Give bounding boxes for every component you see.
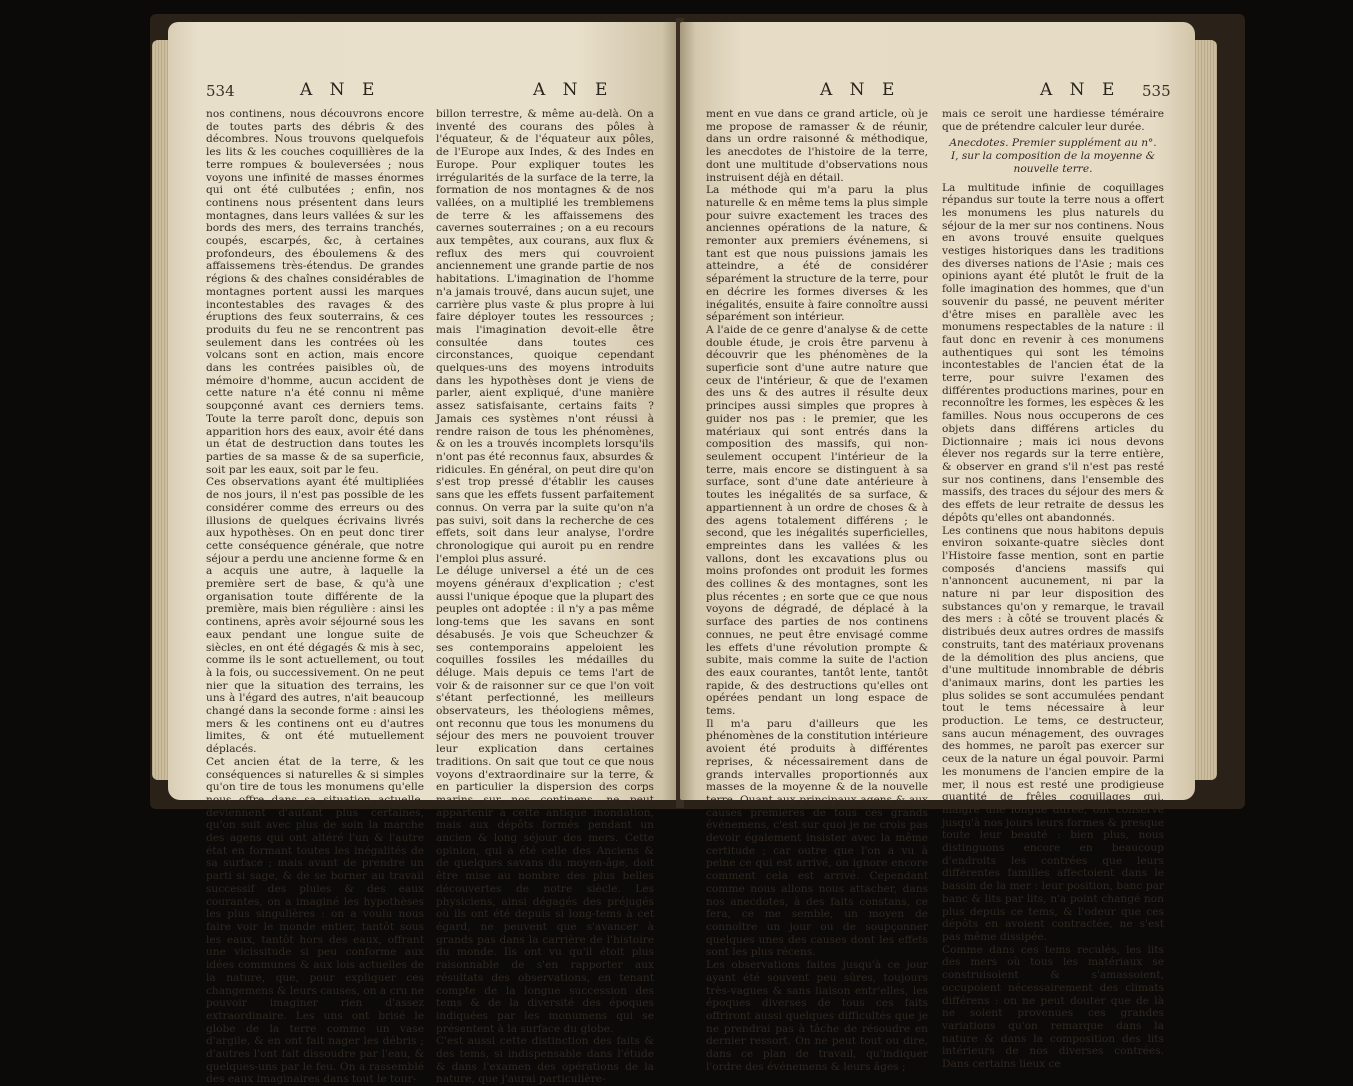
running-head-right-col2: A N E xyxy=(1040,80,1121,100)
running-head-left-col2: A N E xyxy=(533,80,614,100)
left-page-column-1 xyxy=(206,108,424,1086)
right-page-column-1 xyxy=(706,108,928,1073)
running-head-right-col1: A N E xyxy=(820,80,901,100)
right-page-column-2 xyxy=(942,108,1164,1071)
right-page xyxy=(680,22,1195,1073)
page-number-left: 534 xyxy=(206,82,235,100)
running-head-left-col1: A N E xyxy=(300,80,381,100)
page-edge-right xyxy=(1193,40,1217,780)
page-number-right: 535 xyxy=(1142,82,1171,100)
anecdote-heading: Anecdotes. Premier supplément au n°. I, sur la composition de la moyenne & nouvelle terre. xyxy=(949,137,1157,175)
column-text: ment en vue dans ce grand article, où je me propose de ramasser & de réunir, dans un ordre raisonné & méthodique, les anecdotes de l'histoire de la terre, dont une multitude d'observations nous instruisent déjà en détail. La méthode qui m'a paru la plus naturelle & en même tems la plus simple pour suivre exactement les traces des anciennes opérations de la nature, & remonter aux premiers événemens, si tant est que nous puissions jamais les atteindre, a été de considérer séparément la structure de la terre, pour en décrire les formes diverses & les inégalités, ensuite à faire connoître aussi séparément son intérieur. A l'aide de ce genre d'analyse & de cette double étude, je crois être parvenu à découvrir que les phénomènes de la superficie sont d'une autre nature que ceux de l'intérieur, & que de l'examen des uns & des autres il résulte deux principes aussi simples que propres à guider nos pas : le premier, que les matériaux qui sont entrés dans la composition des massifs, qui non-seulement occupent l'intérieur de la terre, mais encore se distinguent à sa surface, sont d'une date antérieure à toutes les inégalités de sa surface, & appartiennent à un ordre de choses & à des agens totalement différens ; le second, que les inégalités superficielles, empreintes dans les vallées & les vallons, dont les excavations plus ou moins profondes ont produit les formes des collines & des montagnes, sont les plus récentes ; en sorte que ce que nous voyons de dégradé, de déplacé à la surface des parties de nos continens connues, ne peut être envisagé comme les effets d'une révolution prompte & subite, mais comme la suite de l'action des eaux courantes, tantôt lente, tantôt rapide, & des destructions qu'elles ont opérées pendant un long espace de tems. Il m'a paru d'ailleurs que les phénomènes de la constitution intérieure avoient été produits à différentes reprises, & nécessairement dans de grands intervalles proportionnés aux masses de la moyenne & de la nouvelle terre. Quant aux principaux agens & aux causes premières de tous ces grands événemens, c'est sur quoi je ne crois pas devoir également insister avec la même certitude ; car outre que l'on a vu à peine ce qui est arrivé, on ignore encore comment cela est arrivé. Cependant comme nous allons nous attacher, dans nos anecdotes, à des faits constans, ce fera, ce me semble, un moyen de connoître un jour ou de soupçonner quelques unes des causes dont les effets sont les plus récens. Les observations faites jusqu'à ce jour ayant été souvent peu sûres, toujours très-vagues & sans liaison entr'elles, les époques diverses de tous ces faits offriront aussi quelques difficultés que je ne prendrai pas à tâche de résoudre en dernier ressort. On ne peut tout ou dire, dans ce plan de travail, qu'indiquer l'ordre des événemens & leurs âges ; xyxy=(706,108,928,1073)
column-text: La multitude infinie de coquillages répandus sur toute la terre nous a offert les monumens les plus naturels du séjour de la mer sur nos continens. Nous en avons trouvé ensuite quelques vestiges historiques dans les traditions des diverses nations de l'Asie ; mais ces opinions ayant été plutôt le fruit de la folle imagination des hommes, que d'un souvenir du passé, ne peuvent mériter d'être mises en parallèle avec les monumens respectables de la nature : il faut donc en revenir à ces monumens authentiques qui sont les témoins incontestables de l'ancien état de la terre, pour suivre l'examen des différentes productions marines, pour en reconnoître les formes, les espèces & les familles. Nous nous occuperons de ces objets dans différens articles du Dictionnaire ; mais ici nous devons élever nos regards sur la terre entière, & observer en grand s'il n'est pas resté sur nos continens, dans l'ensemble des massifs, des traces du séjour des mers & des effets de leur retraite de dessus les dépôts qu'elles ont abandonnés. Les continens que nous habitons depuis environ soixante-quatre siècles dont l'Histoire fasse mention, sont en partie composés d'anciens massifs qui n'annoncent aucunement, ni par la nature ni par leur disposition des substances qu'on y remarque, le travail des mers : à côté se trouvent placés & distribués deux autres ordres de massifs construits, tant des matériaux provenans de la démolition des plus anciens, que d'une multitude innombrable de débris d'animaux marins, dont les parties les plus solides se sont accumulées pendant tout le tems nécessaire à leur production. Le tems, ce destructeur, sans aucun ménagement, des ouvrages des hommes, ne paroît pas exercer sur ceux de la nature un égal pouvoir. Parmi les monumens de l'ancien empire de la mer, il nous est resté une prodigieuse quantité de frêles coquillages qui, malgré une longue durée, ont conservé jusqu'à nos jours leurs formes & presque toute leur beauté : bien plus, nous distinguons encore en beaucoup d'endroits les contrées que leurs différentes familles affectoient dans le bassin de la mer : leur position, banc par banc & lits par lits, n'a point changé non plus depuis ce tems, & l'odeur que ces dépôts en avoient contractée, ne s'est pas même dissipée. Comme dans ces tems reculés, les lits des mers où tous les matériaux se construisoient & s'amassoient, occupoient nécessairement des climats différens : on ne peut douter que de là ne soient provenues ces grandes variations qu'on remarque dans la nature & dans la composition des lits intérieurs de nos diverses contrées. Dans certains lieux ce xyxy=(942,181,1164,1071)
left-page xyxy=(168,22,678,1086)
column-intro: mais ce seroit une hardiesse téméraire que de prétendre calculer leur durée. xyxy=(942,108,1164,133)
column-text: billon terrestre, & même au-delà. On a inventé des courans des pôles à l'équateur, & de l'équateur aux pôles, de l'Europe aux Indes, & des Indes en Europe. Pour expliquer toutes les irrégularités de la surface de la terre, la formation de nos montagnes & de nos vallées, on a multiplié les tremblemens de terre & les affaissemens des cavernes souterraines ; on a eu recours aux tempêtes, aux courans, aux flux & reflux des mers qui couvroient anciennement une grande partie de nos habitations. L'imagination de l'homme n'a jamais trouvé, dans aucun sujet, une carrière plus vaste & plus propre à lui faire déployer toutes les ressources ; mais l'imagination devoit-elle être consultée dans toutes ces circonstances, quoique cependant quelques-uns des moyens introduits dans les hypothèses dont je viens de parler, aient expliqué, d'une manière assez satisfaisante, certains faits ? Jamais ces systèmes n'ont réussi à rendre raison de tous les phénomènes, & on les a trouvés incomplets lorsqu'ils n'ont pas été reconnus faux, absurdes & ridicules. En général, on peut dire qu'on s'est trop pressé d'établir les causes sans que les effets fussent parfaitement connus. On verra par la suite qu'on n'a pas suivi, soit dans la recherche de ces effets, soit dans leur analyse, l'ordre chronologique qui auroit pu en rendre l'emploi plus assuré. Le déluge universel a été un de ces moyens généraux d'explication ; c'est aussi l'unique époque que la plupart des peuples ont adoptée : il n'y a pas même long-tems que les savans en sont désabusés. Je vois que Scheuchzer & ses contemporains appeloient les coquilles fossiles les médailles du déluge. Mais depuis ce tems l'art de voir & de raisonner sur ce que l'on voit s'étant perfectionné, les meilleurs observateurs, les théologiens mêmes, ont reconnu que tous les monumens du séjour des mers ne pouvoient trouver leur explication dans certaines traditions. On sait que tout ce que nous voyons d'extraordinaire sur la terre, & en particulier la dispersion des corps marins sur nos continens, ne peut appartenir à cette antique inondation, mais aux dépôts formés pendant un ancien & long séjour des mers. Cette opinion, qui a été celle des Anciens & de quelques savans du moyen-âge, doit être mise au nombre des plus belles découvertes de notre siècle. Les physiciens, ainsi dégagés des préjugés où ils ont été depuis si long-tems à cet égard, ne peuvent que s'avancer à grands pas dans la carrière de l'histoire du monde. Ils ont vu qu'il étoit plus raisonnable de s'en rapporter aux résultats des observations, en tenant compte de la longue succession des tems & de la diversité des époques indiquées par les monumens qui se présentent à la surface du globe. C'est aussi cette distinction des faits & des tems, si indispensable dans l'étude & dans l'examen des opérations de la nature, que j'aurai particulière- xyxy=(436,108,654,1086)
left-page-column-2 xyxy=(436,108,654,1086)
column-text: nos continens, nous découvrons encore de toutes parts des débris & des décombres. Nous trouvons quelquefois les lits & les couches coquillières de la terre rompues & bouleversées ; nous voyons une infinité de masses énormes qui ont été culbutées ; enfin, nos continens nous présentent dans leurs montagnes, dans leurs vallées & sur les bords des mers, des terrains tranchés, coupés, escarpés, &c, à certaines profondeurs, des éboulemens & des affaissemens très-étendus. De grandes régions & des chaînes considérables de montagnes portent aussi les marques incontestables des ravages & des éruptions des feux souterrains, & ces produits du feu ne se rencontrent pas seulement dans les contrées où les volcans sont en action, mais encore dans les contrées paisibles où, de mémoire d'homme, aucun accident de cette nature n'a été connu ni même soupçonné avant ces derniers tems. Toute la terre paroît donc, depuis son apparition hors des eaux, avoir été dans un état de destruction dans toutes les parties de sa masse & de sa superficie, soit par les eaux, soit par le feu. Ces observations ayant été multipliées de nos jours, il n'est pas possible de les considérer comme des erreurs ou des illusions de quelques écrivains livrés aux hypothèses. On en peut donc tirer cette conséquence générale, que notre séjour a perdu une ancienne forme & en a acquis une autre, à laquelle la première sert de base, & qu'à une organisation toute différente de la première, mais bien régulière : ainsi les continens, après avoir séjourné sous les eaux pendant une longue suite de siècles, en ont été dégagés & mis à sec, comme ils le sont actuellement, ou tout à la fois, ou successivement. On ne peut nier que la situation des terrains, les uns à l'égard des autres, n'ait beaucoup changé dans la seconde forme : ainsi les mers & les continens ont eu d'autres limites, & ont été mutuellement déplacés. Cet ancien état de la terre, & les conséquences si naturelles & si simples qu'on tire de tous les monumens qu'elle nous offre dans sa situation actuelle, deviennent d'autant plus certaines, qu'on suit avec plus de soin la marche des agens qui ont altéré l'un & l'autre état en formant toutes les inégalités de sa surface ; mais avant de prendre un parti si sage, & de se borner au travail successif des pluies & des eaux courantes, on a imaginé les hypothèses les plus singulières : on a voulu nous faire voir le monde entier, tantôt sous les eaux, tantôt hors des eaux, offrant une vicissitude si peu conforme aux idées communes & aux lois actuelles de la nature, que, pour expliquer ces changemens & leurs causes, on a cru ne pouvoir imaginer rien d'assez extraordinaire. Les uns ont brisé le globe de la terre comme un vase d'argile, & en ont fait nager les débris ; d'autres l'ont fait dissoudre par l'eau, & quelques-uns par le feu. On a rassemblé des eaux imaginaires dans tout le tour- xyxy=(206,108,424,1086)
